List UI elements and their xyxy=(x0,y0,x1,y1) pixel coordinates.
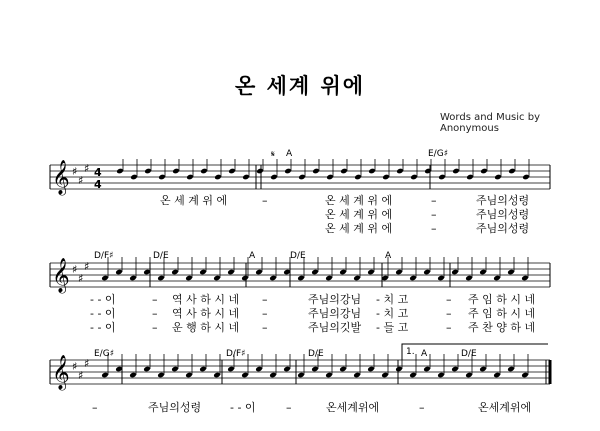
sharp-icon: ♯ xyxy=(84,357,90,370)
lyric-text: 주 임 하 시 네 xyxy=(468,293,536,306)
sharp-icon: ♯ xyxy=(84,162,90,175)
sharp-icon: ♯ xyxy=(72,263,78,276)
sharp-icon: ♯ xyxy=(84,260,90,273)
lyric-text: – xyxy=(152,307,158,320)
lyric-text: - 치 고 xyxy=(376,293,409,306)
lyric-text: 운 행 하 시 네 xyxy=(172,321,240,334)
lyric-text: – xyxy=(286,401,292,414)
first-ending-label: 1. xyxy=(406,347,415,357)
lyric-text: – xyxy=(431,222,437,235)
time-signature-top: 4 xyxy=(94,166,102,179)
lyric-text: 주 임 하 시 네 xyxy=(468,307,536,320)
chord-symbol: A xyxy=(421,349,428,359)
sharp-icon: ♯ xyxy=(78,369,84,382)
lyric-text: 온세계위에 xyxy=(326,401,380,414)
chord-symbol: E/G♯ xyxy=(94,349,115,359)
lyric-text: 역 사 하 시 네 xyxy=(172,307,240,320)
chord-symbol: D/E xyxy=(290,251,306,261)
chord-symbol: A xyxy=(286,149,293,159)
lyric-text: 주 찬 양 하 네 xyxy=(468,321,536,334)
lyric-text: – xyxy=(446,307,452,320)
lyric-text: 온세계위에 xyxy=(478,401,532,414)
chord-symbol: D/E xyxy=(308,349,324,359)
treble-clef-icon: 𝄞 xyxy=(52,258,70,293)
lyric-text: 온 세 계 위 에 xyxy=(160,194,228,207)
time-signature-bottom: 4 xyxy=(94,178,102,191)
lyric-text: 역 사 하 시 네 xyxy=(172,293,240,306)
lyric-text: - - 이 xyxy=(230,401,256,414)
chord-symbol: E/G♯ xyxy=(428,149,449,159)
chord-symbol: D/F♯ xyxy=(226,349,246,359)
chord-symbol: A xyxy=(249,251,256,261)
chord-symbol: D/F♯ xyxy=(94,251,114,261)
lyric-text: 주님의성령 xyxy=(476,194,530,207)
sharp-icon: ♯ xyxy=(72,360,78,373)
lyric-text: 온 세 계 위 에 xyxy=(325,208,393,221)
lyric-text: - 치 고 xyxy=(376,307,409,320)
sharp-icon: ♯ xyxy=(78,174,84,187)
lyric-text: – xyxy=(431,208,437,221)
lyric-text: – xyxy=(431,194,437,207)
lyric-text: – xyxy=(419,401,425,414)
lyric-text: – xyxy=(152,321,158,334)
lyric-text: - 들 고 xyxy=(376,321,409,334)
lyric-text: – xyxy=(262,293,268,306)
lyric-text: – xyxy=(446,293,452,306)
lyric-text: – xyxy=(262,194,268,207)
chord-symbol: A xyxy=(385,251,392,261)
lyric-text: 주님의성령 xyxy=(476,208,530,221)
lyric-text: – xyxy=(262,321,268,334)
lyric-text: - - 이 xyxy=(90,293,116,306)
treble-clef-icon: 𝄞 xyxy=(52,355,70,390)
lyric-text: 온 세 계 위 에 xyxy=(325,194,393,207)
chord-symbol: D/E xyxy=(461,349,477,359)
lyric-text: – xyxy=(152,293,158,306)
lyric-text: 주님의성령 xyxy=(148,401,202,414)
lyric-text: 주님의깃발 xyxy=(308,321,362,334)
lyric-text: – xyxy=(262,307,268,320)
lyric-text: – xyxy=(446,321,452,334)
credit-line-1: Words and Music by xyxy=(440,112,540,123)
treble-clef-icon: 𝄞 xyxy=(52,160,70,195)
lyric-text: - - 이 xyxy=(90,321,116,334)
lyric-text: - - 이 xyxy=(90,307,116,320)
lyrics-system-1 xyxy=(160,193,529,235)
lyric-text: 온 세 계 위 에 xyxy=(325,222,393,235)
lyric-text: 주님의강님 xyxy=(308,307,362,320)
segno-marker: 𝄋 xyxy=(271,150,275,160)
lyric-text: 주님의성령 xyxy=(476,222,530,235)
sharp-icon: ♯ xyxy=(72,165,78,178)
lyrics-system-3 xyxy=(92,400,531,414)
credit-line-2: Anonymous xyxy=(440,123,499,134)
lyric-text: 주님의강님 xyxy=(308,293,362,306)
lyrics-system-2 xyxy=(90,292,535,334)
song-title: 온 세계 위에 xyxy=(234,74,366,98)
lyric-text: – xyxy=(92,401,98,414)
chord-symbol: D/E xyxy=(153,251,169,261)
sharp-icon: ♯ xyxy=(78,272,84,285)
